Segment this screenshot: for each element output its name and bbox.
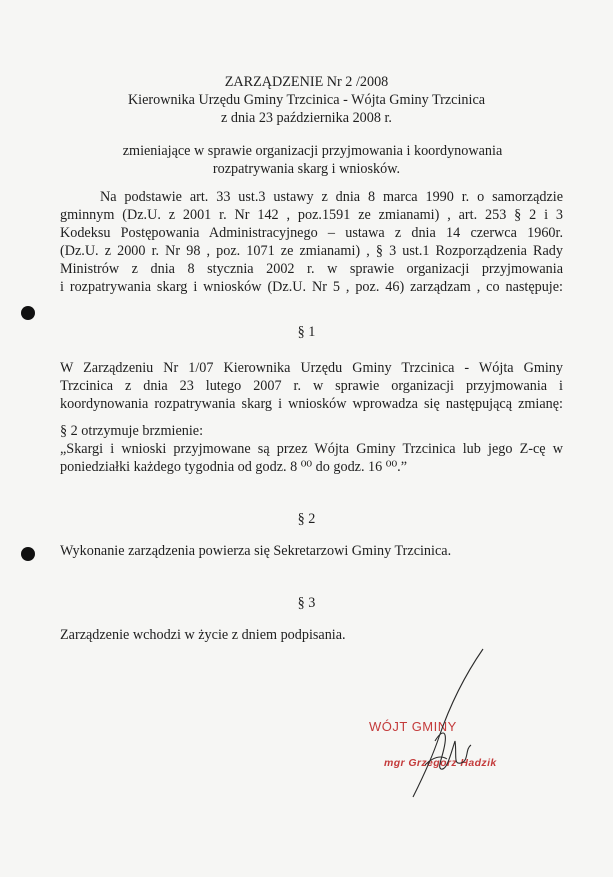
stamp-title: WÓJT GMINY bbox=[369, 719, 457, 734]
preamble-line-6: i rozpatrywania skarg i wniosków (Dz.U. Nr 5 , poz. 46) zarządzam , co następuje: bbox=[60, 279, 563, 295]
section-2-text: Wykonanie zarządzenia powierza się Sekretarzowi Gminy Trzcinica. bbox=[60, 543, 452, 559]
section-1-line-3: koordynowania rozpatrywania skarg i wniosków wprowadza się następującą zmianę: bbox=[60, 396, 563, 412]
document-title: ZARZĄDZENIE Nr 2 /2008 bbox=[224, 74, 389, 90]
section-3-heading: § 3 bbox=[297, 595, 316, 611]
punch-hole-bottom bbox=[21, 547, 35, 561]
handwritten-signature bbox=[395, 645, 505, 805]
preamble-line-3: Kodeksu Postępowania Administracyjnego – ustawa z dnia 14 czerwca 1960r. bbox=[60, 225, 563, 241]
section-2-heading: § 2 bbox=[297, 511, 316, 527]
section-1-line-2: Trzcinica z dnia 23 lutego 2007 r. w sprawie organizacji przyjmowania i bbox=[60, 378, 563, 394]
amendment-intro: § 2 otrzymuje brzmienie: bbox=[60, 423, 204, 439]
stamp-name: mgr Grzegorz Hadzik bbox=[384, 757, 497, 769]
section-3-text: Zarządzenie wchodzi w życie z dniem podpisania. bbox=[60, 627, 346, 643]
preamble-line-2: gminnym (Dz.U. z 2001 r. Nr 142 , poz.1591 ze zmianami) , art. 253 § 2 i 3 bbox=[60, 207, 563, 223]
preamble-line-1: Na podstawie art. 33 ust.3 ustawy z dnia 8 marca 1990 r. o samorządzie bbox=[100, 189, 563, 205]
subject-line-2: rozpatrywania skarg i wniosków. bbox=[212, 161, 401, 177]
preamble-line-4: (Dz.U. z 2000 r. Nr 98 , poz. 1071 ze zmianami) , § 3 ust.1 Rozporządzenia Rady bbox=[60, 243, 563, 259]
preamble-line-5: Ministrów z dnia 8 stycznia 2002 r. w sprawie organizacji przyjmowania bbox=[60, 261, 563, 277]
document-date: z dnia 23 października 2008 r. bbox=[221, 110, 392, 126]
amendment-quote-line-2: poniedziałki każdego tygodnia od godz. 8 ⁰⁰ do godz. 16 ⁰⁰.” bbox=[60, 459, 408, 475]
subject-line-1: zmieniające w sprawie organizacji przyjmowania i koordynowania bbox=[122, 143, 503, 159]
amendment-quote-line-1: „Skargi i wnioski przyjmowane są przez Wójta Gminy Trzcinica lub jego Z-cę w bbox=[60, 441, 563, 457]
document-issuer: Kierownika Urzędu Gminy Trzcinica - Wójta Gminy Trzcinica bbox=[127, 92, 486, 108]
section-1-line-1: W Zarządzeniu Nr 1/07 Kierownika Urzędu Gminy Trzcinica - Wójta Gminy bbox=[60, 360, 563, 376]
punch-hole-top bbox=[21, 306, 35, 320]
section-1-heading: § 1 bbox=[297, 324, 316, 340]
